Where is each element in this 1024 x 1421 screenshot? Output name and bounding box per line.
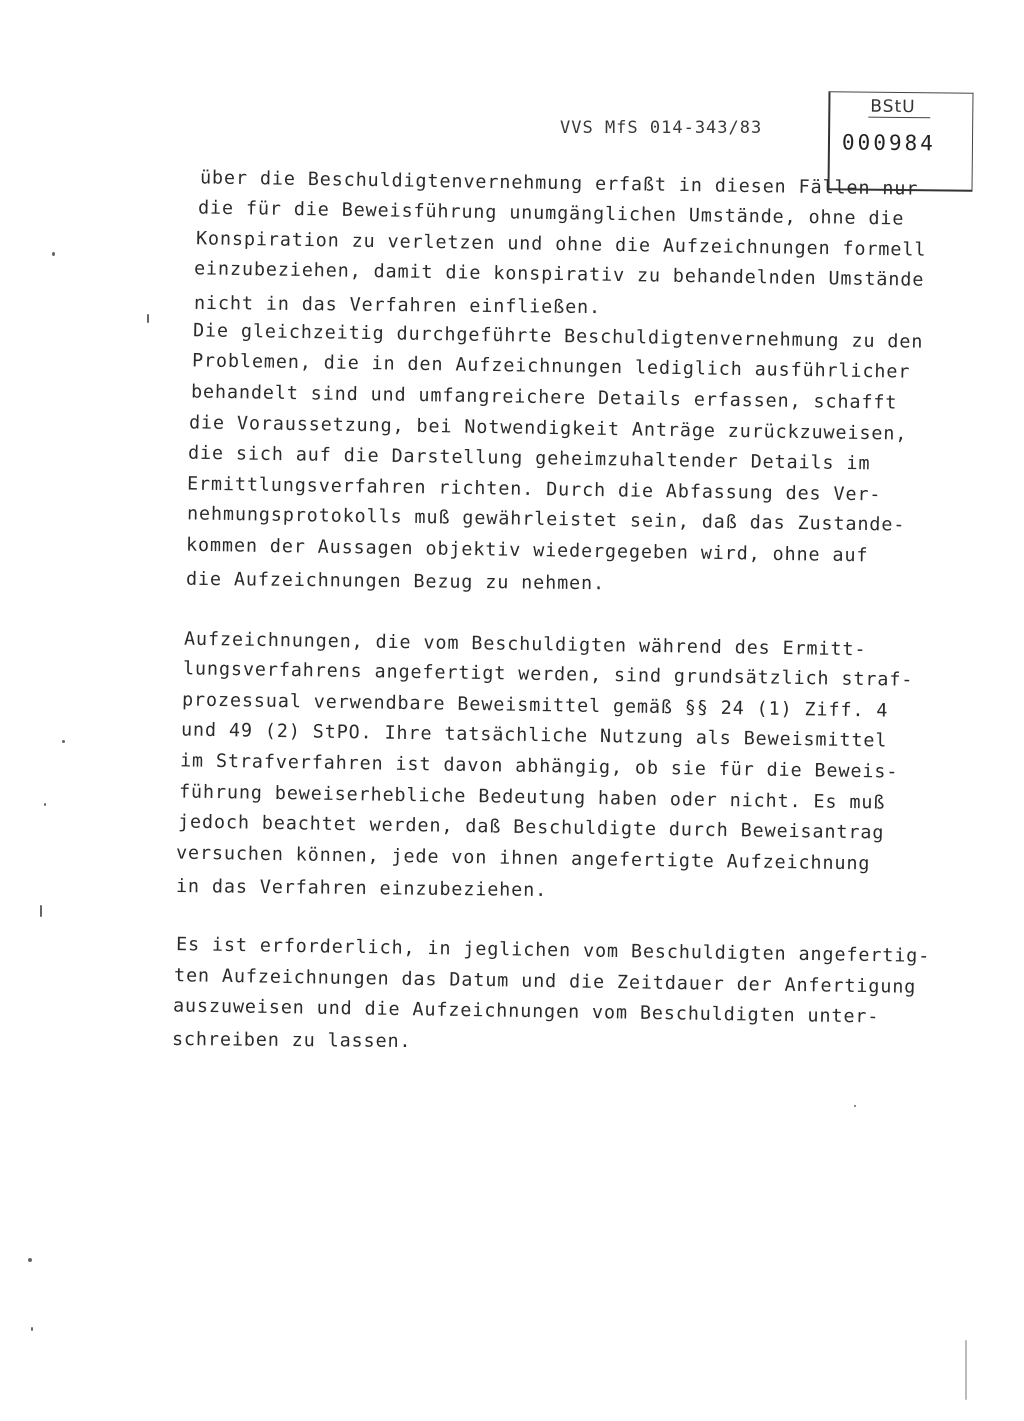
text-line: prozessual verwendbare Beweismittel gemäß §§ 24 (1) Ziff. 4 — [181, 689, 889, 722]
scan-speck — [965, 1340, 967, 1400]
text-line: führung beweiserhebliche Bedeutung haben oder nicht. Es muß — [178, 781, 886, 814]
stamp-underline — [868, 117, 930, 119]
text-line: nehmungsprotokolls muß gewährleistet sein, daß das Zustande- — [186, 503, 906, 536]
text-line: kommen der Aussagen objektiv wiedergegeben wird, ohne auf — [185, 534, 869, 567]
text-line: die Aufzeichnungen Bezug zu nehmen. — [185, 568, 606, 595]
text-line: lungsverfahrens angefertigt werden, sind grundsätzlich straf- — [182, 658, 914, 691]
text-line: jedoch beachtet werden, daß Beschuldigte durch Beweisantrag — [177, 811, 885, 844]
scan-speck — [28, 1258, 32, 1262]
text-line: auszuweisen und die Aufzeichnungen vom Beschuldigten unter- — [172, 995, 880, 1028]
stamp-number: 000984 — [841, 130, 936, 156]
text-line: über die Beschuldigtenvernehmung erfaßt in diesen Fällen nur — [199, 167, 919, 200]
text-line: Es ist erforderlich, in jeglichen vom Beschuldigten angefertig- — [175, 934, 931, 967]
text-line: im Strafverfahren ist davon abhängig, ob sie für die Beweis- — [179, 750, 899, 783]
stamp-title: BStU — [870, 96, 916, 118]
scan-speck — [62, 740, 65, 743]
text-line: die sich auf die Darstellung geheimzuhaltender Details im — [187, 442, 871, 475]
text-line: ten Aufzeichnungen das Datum und die Zeitdauer der Anfertigung — [173, 965, 917, 998]
text-line: in das Verfahren einzubeziehen. — [175, 876, 548, 901]
scan-speck — [854, 1105, 856, 1107]
text-line: Ermittlungsverfahren richten. Durch die Abfassung des Ver- — [186, 473, 882, 506]
scan-speck — [40, 905, 42, 917]
scan-speck — [147, 314, 149, 323]
text-line: versuchen können, jede von ihnen angefertigte Aufzeichnung — [175, 842, 871, 875]
text-line: die für die Beweisführung unumgänglichen Umstände, ohne die — [197, 197, 905, 230]
text-line: einzubeziehen, damit die konspirativ zu behandelnden Umstände — [193, 258, 925, 291]
text-line: Aufzeichnungen, die vom Beschuldigten während des Ermitt- — [183, 628, 867, 661]
text-line: nicht in das Verfahren einfließen. — [193, 292, 602, 319]
text-line: behandelt sind und umfangreichere Details erfassen, schafft — [190, 381, 898, 414]
scan-speck — [52, 252, 55, 256]
text-line: schreiben zu lassen. — [171, 1028, 412, 1053]
text-line: die Voraussetzung, bei Notwendigkeit Anträge zurückzuweisen, — [188, 412, 908, 445]
text-line: Die gleichzeitig durchgeführte Beschuldigtenvernehmung zu den — [192, 320, 924, 353]
scan-speck — [44, 803, 46, 806]
text-line: und 49 (2) StPO. Ihre tatsächliche Nutzung als Beweismittel — [180, 719, 888, 752]
scan-speck — [31, 1327, 33, 1331]
text-line: Konspiration zu verletzen und ohne die Aufzeichnungen formell — [195, 228, 927, 261]
document-reference: VVS MfS 014-343/83 — [560, 118, 763, 138]
text-line: Problemen, die in den Aufzeichnungen lediglich ausführlicher — [191, 350, 911, 383]
